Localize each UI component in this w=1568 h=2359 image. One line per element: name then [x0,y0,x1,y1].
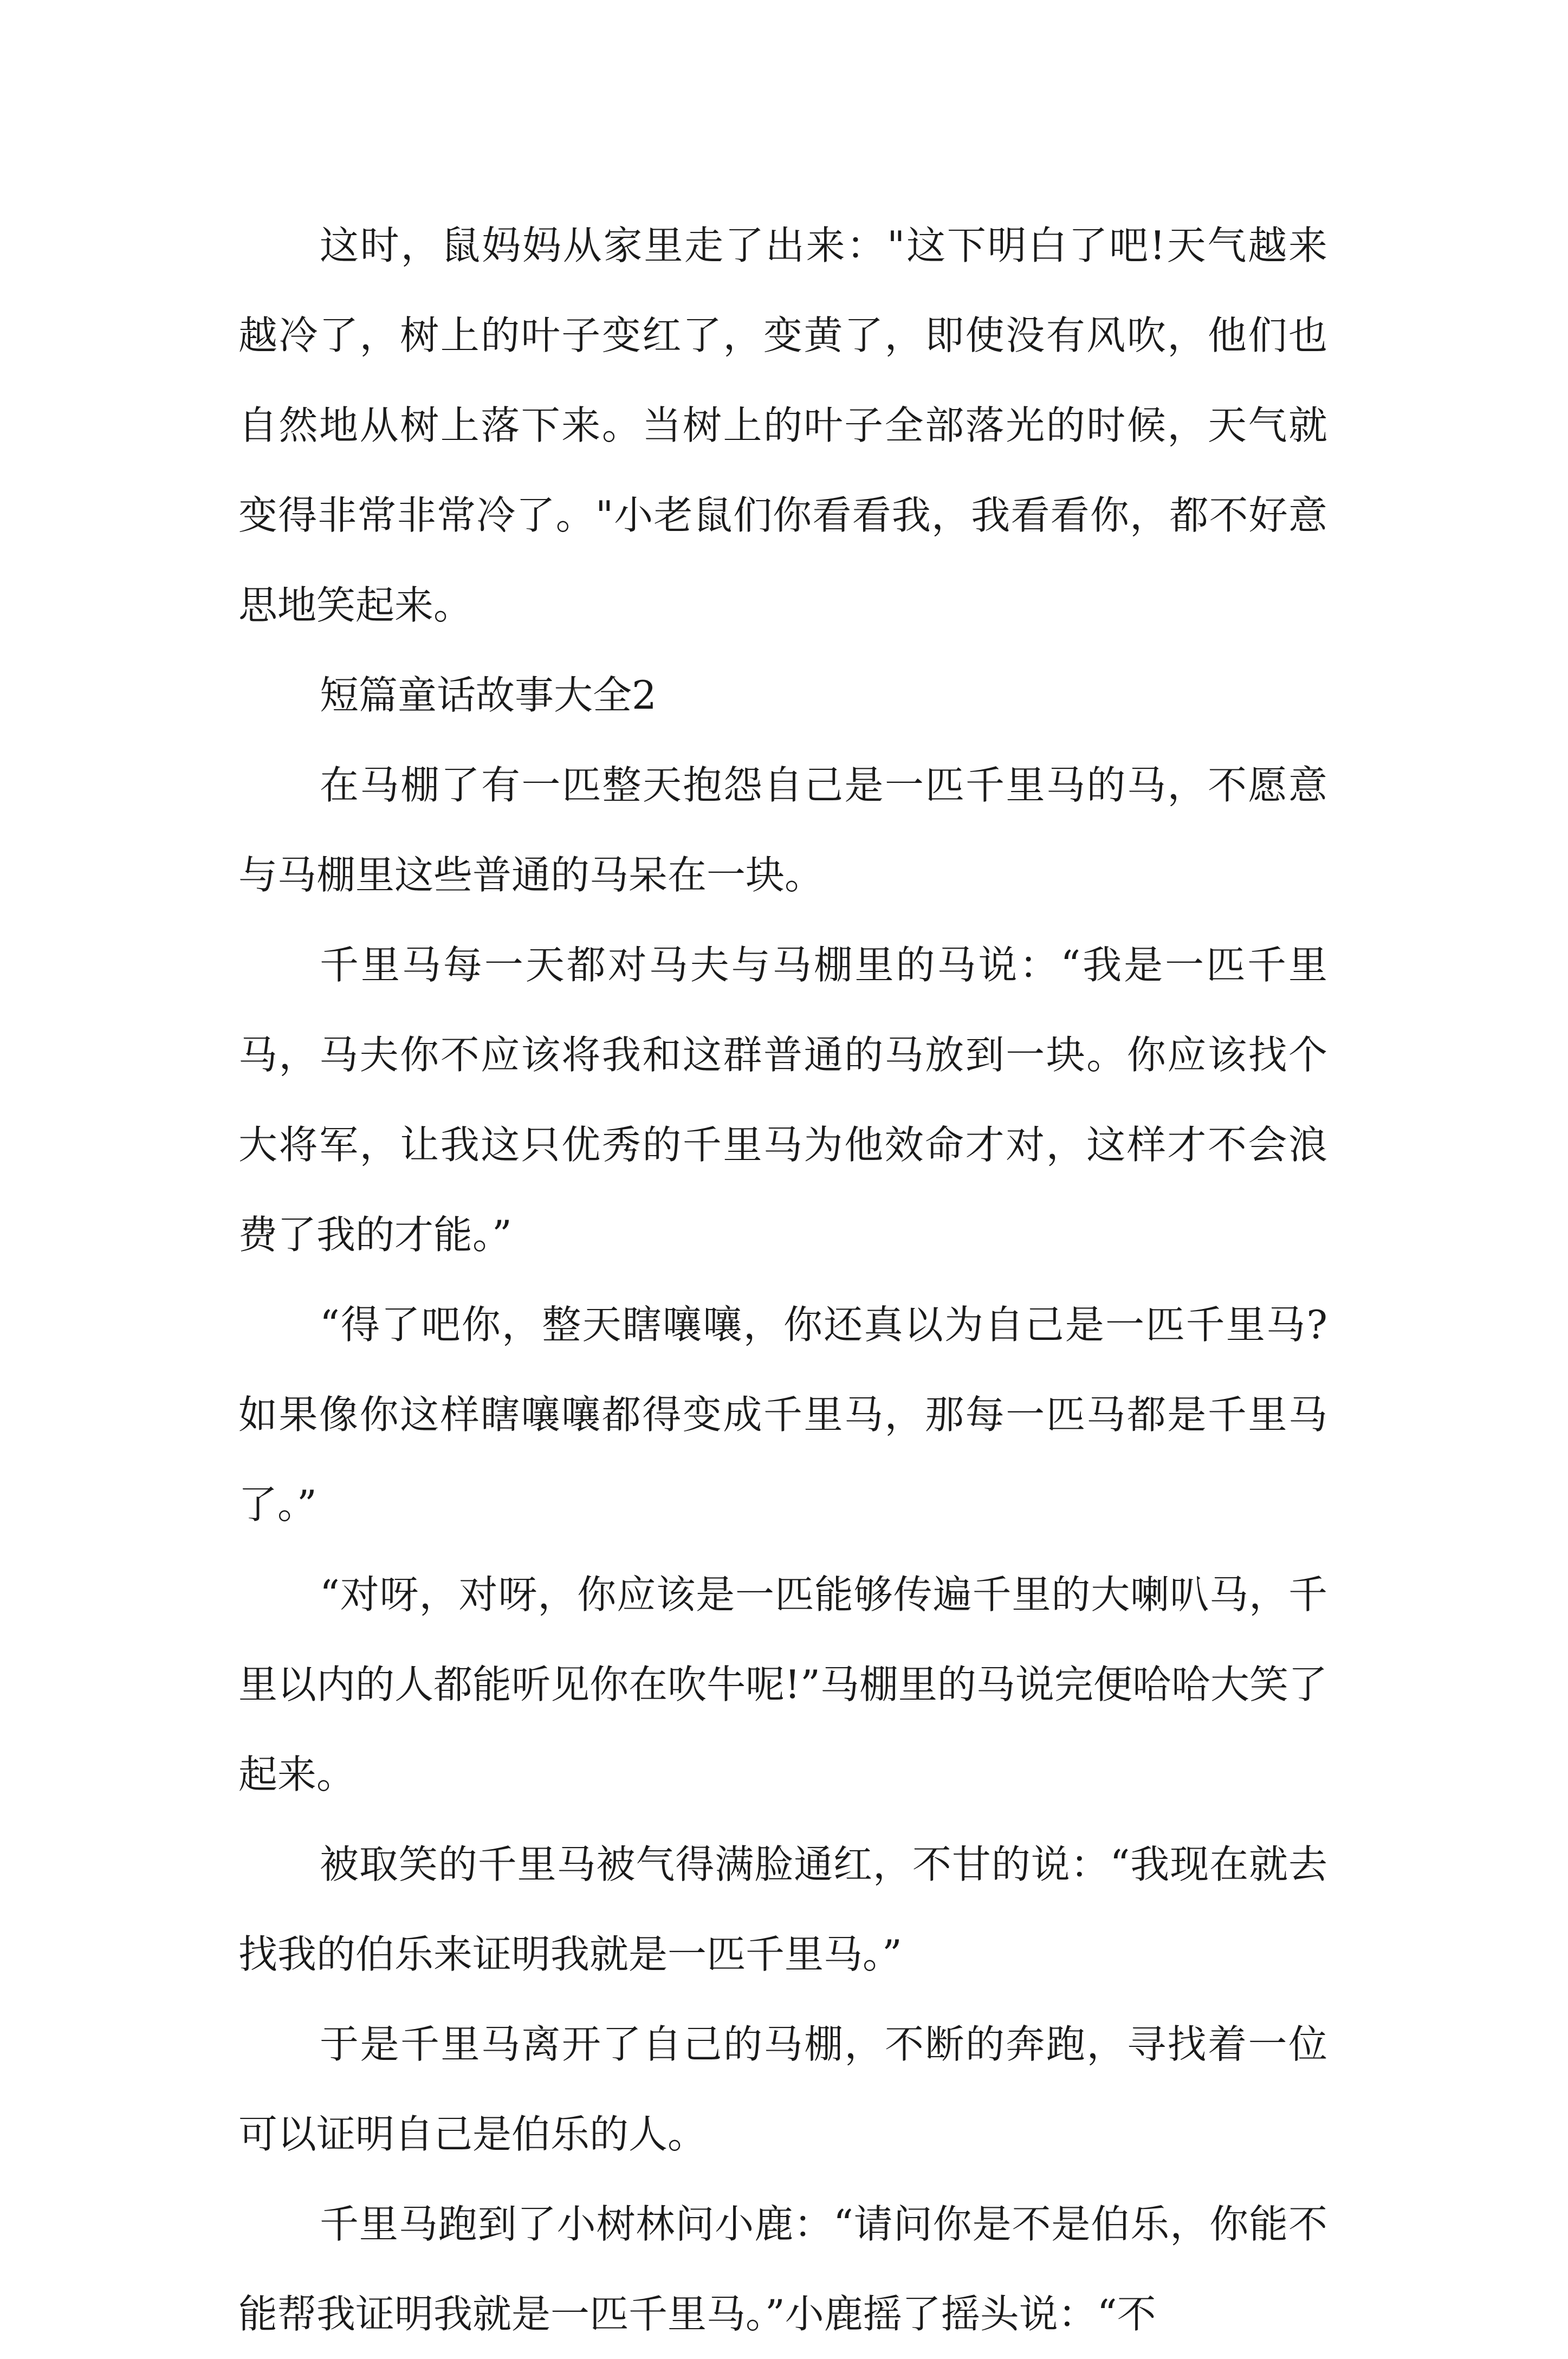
paragraph-mother-mouse: 这时，鼠妈妈从家里走了出来："这下明白了吧!天气越来越冷了，树上的叶子变红了，变黄了，即使没有风吹，他们也自然地从树上落下来。当树上的叶子全部落光的时候，天气就变得非常非常冷了。"小老鼠们你看看我，我看看你，都不好意思地笑起来。 [238,223,1327,628]
paragraph-loudspeaker-joke: “对呀，对呀，你应该是一匹能够传遍千里的大喇叭马，千里以内的人都能听见你在吹牛呢!”马棚里的马说完便哈哈大笑了起来。 [238,1572,1327,1797]
paragraph-leaving-stable: 于是千里马离开了自己的马棚，不断的奔跑，寻找着一位可以证明自己是伯乐的人。 [238,2021,1327,2157]
document-body [238,200,1327,2359]
section-heading: 短篇童话故事大全2 [320,672,657,718]
paragraph-stable-intro: 在马棚了有一匹整天抱怨自己是一匹千里马的马，不愿意与马棚里这些普通的马呆在一块。 [238,762,1327,898]
paragraph-horse-complaint: 千里马每一天都对马夫与马棚里的马说：“我是一匹千里马，马夫你不应该将我和这群普通的马放到一块。你应该找个大将军，让我这只优秀的千里马为他效命才对，这样才不会浪费了我的才能。” [238,942,1327,1258]
paragraph-mocking-reply: “得了吧你，整天瞎嚷嚷，你还真以为自己是一匹千里马?如果像你这样瞎嚷嚷都得变成千里马，那每一匹马都是千里马了。” [238,1302,1327,1527]
paragraph-angry-horse: 被取笑的千里马被气得满脸通红，不甘的说：“我现在就去找我的伯乐来证明我就是一匹千里马。” [238,1842,1327,1977]
paragraph-asks-deer: 千里马跑到了小树林问小鹿：“请问你是不是伯乐，你能不能帮我证明我就是一匹千里马。”小鹿摇了摇头说：“不 [238,2201,1327,2337]
